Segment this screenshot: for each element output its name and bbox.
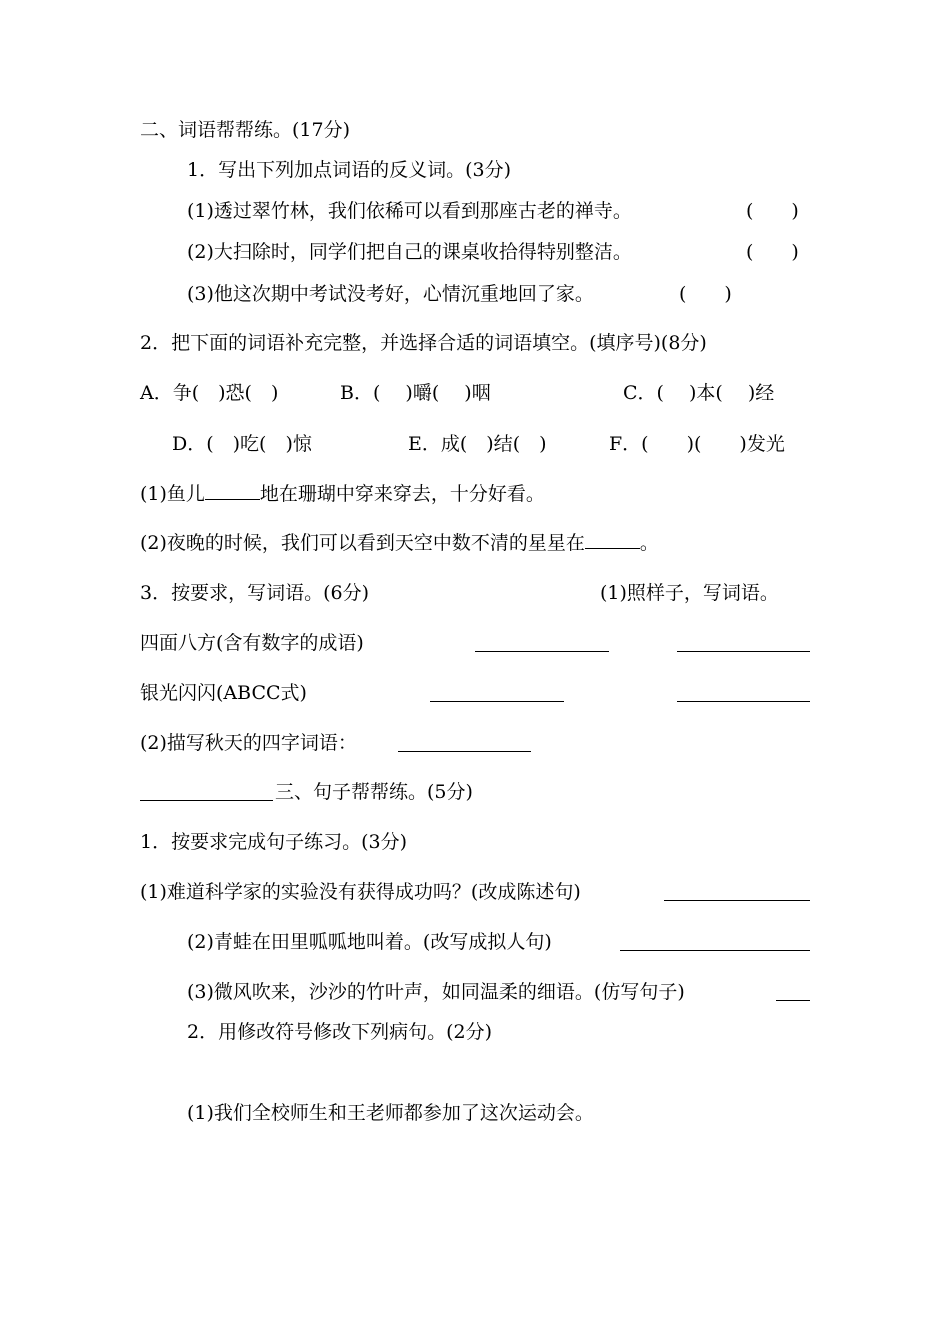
q3-example-2-blank-2[interactable] [677,701,810,702]
q3-example-2: 银光闪闪(ABCC式) [140,682,307,704]
q2-title: 2．把下面的词语补充完整，并选择合适的词语填空。(填序号)(8分) [140,332,707,354]
option-f: F．( )( )发光 [609,433,785,455]
q1-item-3: (3)他这次期中考试没考好，心情沉重地回了家。 [187,283,594,305]
option-b: B．( )嚼( )咽 [340,382,491,404]
s3-q1-title: 1．按要求完成句子练习。(3分) [140,831,408,853]
q1-item-3-answer[interactable]: ( ) [679,283,732,305]
q3-example-1: 四面八方(含有数字的成语) [140,632,364,654]
option-a: A．争( )恐( ) [140,382,279,404]
q2-fill-2-suffix: 。 [639,532,659,554]
q2-fill-1-blank[interactable] [205,481,260,500]
q3-sub2: (2)描写秋天的四字词语： [140,732,357,754]
option-d: D．( )吃( )惊 [172,433,312,455]
s3-q1-item-1: (1)难道科学家的实验没有获得成功吗？(改成陈述句) [140,881,581,903]
s3-q1-item-1-blank[interactable] [664,900,810,901]
s3-q1-item-2: (2)青蛙在田里呱呱地叫着。(改写成拟人句) [187,931,552,953]
section2-title: 二、词语帮帮练。(17分) [140,119,351,141]
q3-sub2-blank[interactable] [398,751,531,752]
s3-q1-item-3-blank[interactable] [776,1000,810,1001]
q2-fill-2-blank[interactable] [585,530,640,549]
section3-title: 三、句子帮帮练。(5分) [275,781,473,803]
q1-item-2: (2)大扫除时，同学们把自己的课桌收拾得特别整洁。 [187,241,632,263]
option-e: E．成( )结( ) [408,433,547,455]
q1-item-1: (1)透过翠竹林，我们依稀可以看到那座古老的禅寺。 [187,200,632,222]
s3-q2-item-1: (1)我们全校师生和王老师都参加了这次运动会。 [187,1102,594,1124]
q3-sub2-blank-2[interactable] [140,800,273,801]
q1-title: 1．写出下列加点词语的反义词。(3分) [187,159,512,181]
q2-fill-1-prefix: (1)鱼儿 [140,483,205,505]
q3-title: 3．按要求，写词语。(6分) [140,582,370,604]
s3-q2-title: 2．用修改符号修改下列病句。(2分) [187,1021,493,1043]
q3-sub1: (1)照样子，写词语。 [600,582,779,604]
q2-fill-1 [140,481,545,507]
q1-item-2-answer[interactable]: ( ) [746,241,799,263]
q2-fill-1-suffix: 地在珊瑚中穿来穿去，十分好看。 [259,483,545,505]
option-c: C．( )本( )经 [623,382,775,404]
q1-item-1-answer[interactable]: ( ) [746,200,799,222]
q2-fill-2-prefix: (2)夜晚的时候，我们可以看到天空中数不清的星星在 [140,532,585,554]
q2-fill-2 [140,530,659,556]
q3-example-2-blank-1[interactable] [430,701,564,702]
s3-q1-item-3: (3)微风吹来，沙沙的竹叶声，如同温柔的细语。(仿写句子) [187,981,685,1003]
q3-example-1-blank-1[interactable] [475,651,609,652]
q3-example-1-blank-2[interactable] [677,651,810,652]
s3-q1-item-2-blank[interactable] [620,950,810,951]
